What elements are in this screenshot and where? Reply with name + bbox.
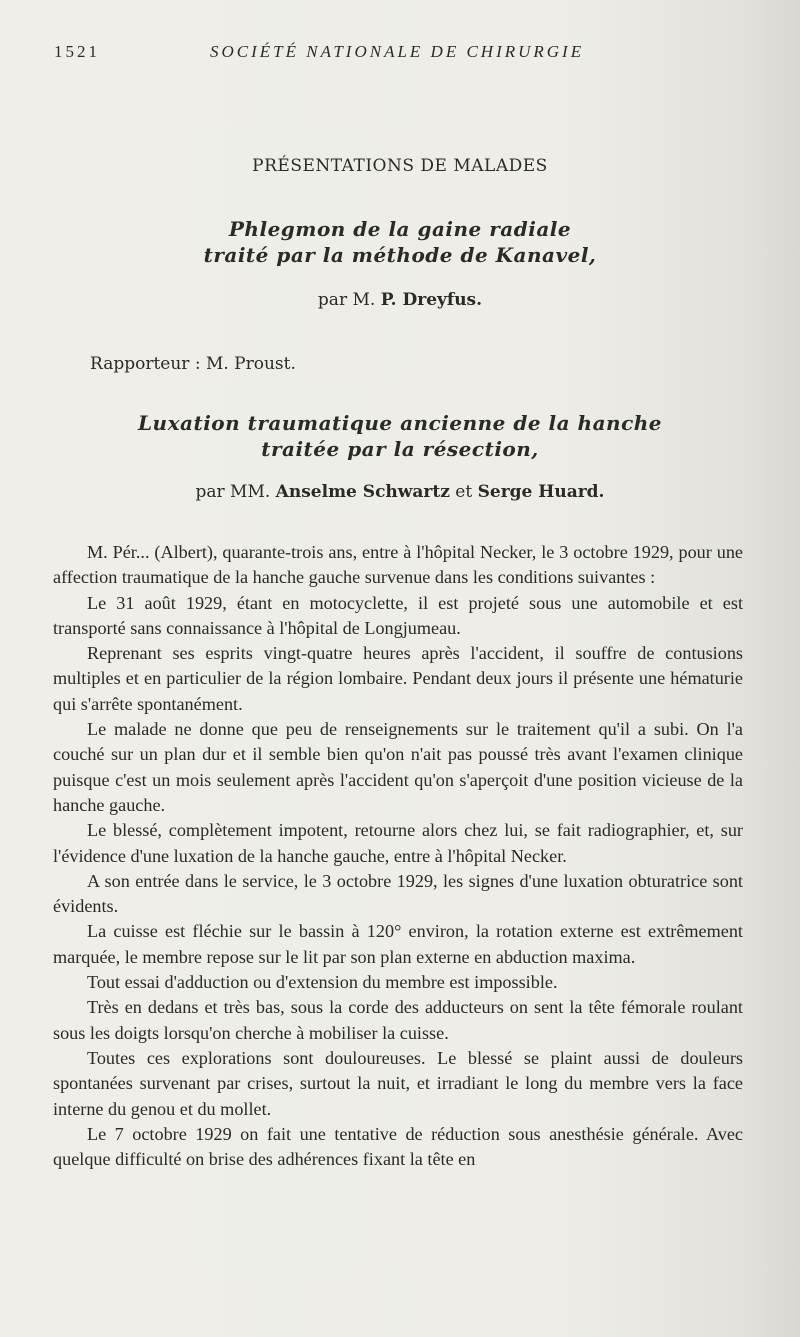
body-paragraph: Le malade ne donne que peu de renseignements sur le traitement qu'il a subi. On l'a couché sur un plan dur et il semble bien qu'on n'ait pas poussé très avant l'examen clinique puisque c'est un mois seulement après l'accident qu'on s'aperçoit d'une position vicieuse de la hanche gauche. <box>53 719 743 815</box>
article1-author: P. Dreyfus. <box>380 290 483 310</box>
body-paragraph: Très en dedans et très bas, sous la corde des adducteurs on sent la tête fémorale roulant sous les doigts lorsqu'on cherche à mobiliser la cuisse. <box>53 997 743 1043</box>
article2-author1: Anselme Schwartz <box>275 482 450 502</box>
body-paragraph: Le blessé, complètement impotent, retourne alors chez lui, se fait radiographier, et, sur l'évidence d'une luxation de la hanche gauche, entre à l'hôpital Necker. <box>53 820 743 866</box>
rapporteur-line: Rapporteur : M. Proust. <box>90 354 296 374</box>
body-paragraph: M. Pér... (Albert), quarante-trois ans, entre à l'hôpital Necker, le 3 octobre 1929, pour une affection traumatique de la hanche gauche survenue dans les conditions suivantes : <box>53 542 743 588</box>
article2-connector: et <box>455 482 473 502</box>
body-paragraph: Le 7 octobre 1929 on fait une tentative de réduction sous anesthésie générale. Avec quelque difficulté on brise des adhérences fixant la tête en <box>53 1123 743 1170</box>
article1-title <box>0 216 800 268</box>
article2-author2: Serge Huard. <box>477 482 605 502</box>
article1-byline-prefix: par M. <box>317 290 376 310</box>
article1-title-line2: traité par la méthode de Kanavel, <box>203 243 597 267</box>
page-number: 1521 <box>54 42 100 61</box>
article2-byline-prefix: par MM. <box>195 482 271 502</box>
article2-byline <box>0 482 800 502</box>
article1-title-line1: Phlegmon de la gaine radiale <box>228 217 572 241</box>
article-body <box>53 540 743 1172</box>
body-paragraph: Reprenant ses esprits vingt-quatre heures après l'accident, il souffre de contusions multiples et en particulier de la région lombaire. Pendant deux jours il présente une hématurie qui s'arrête spontanément. <box>53 643 743 714</box>
section-heading: PRÉSENTATIONS DE MALADES <box>252 156 548 176</box>
article2-title-line1: Luxation traumatique ancienne de la hanche <box>137 411 663 435</box>
journal-title: SOCIÉTÉ NATIONALE DE CHIRURGIE <box>210 42 585 61</box>
article2-title-line2: traitée par la résection, <box>261 437 539 461</box>
body-paragraph: Tout essai d'adduction ou d'extension du membre est impossible. <box>87 972 558 993</box>
body-paragraph: La cuisse est fléchie sur le bassin à 120° environ, la rotation externe est extrêmement marquée, le membre repose sur le lit par son plan externe en abduction maxima. <box>53 921 743 967</box>
body-paragraph: Le 31 août 1929, étant en motocyclette, il est projeté sous une automobile et est transporté sans connaissance à l'hôpital de Longjumeau. <box>53 592 743 638</box>
article1-byline <box>0 290 800 310</box>
body-paragraph: A son entrée dans le service, le 3 octobre 1929, les signes d'une luxation obturatrice sont évidents. <box>53 870 743 917</box>
body-paragraph: Toutes ces explorations sont douloureuses. Le blessé se plaint aussi de douleurs spontanées survenant par crises, surtout la nuit, et irradiant le long du membre vers la face interne du genou et du mollet. <box>53 1047 743 1119</box>
article2-title <box>0 410 800 462</box>
running-header <box>54 42 754 64</box>
